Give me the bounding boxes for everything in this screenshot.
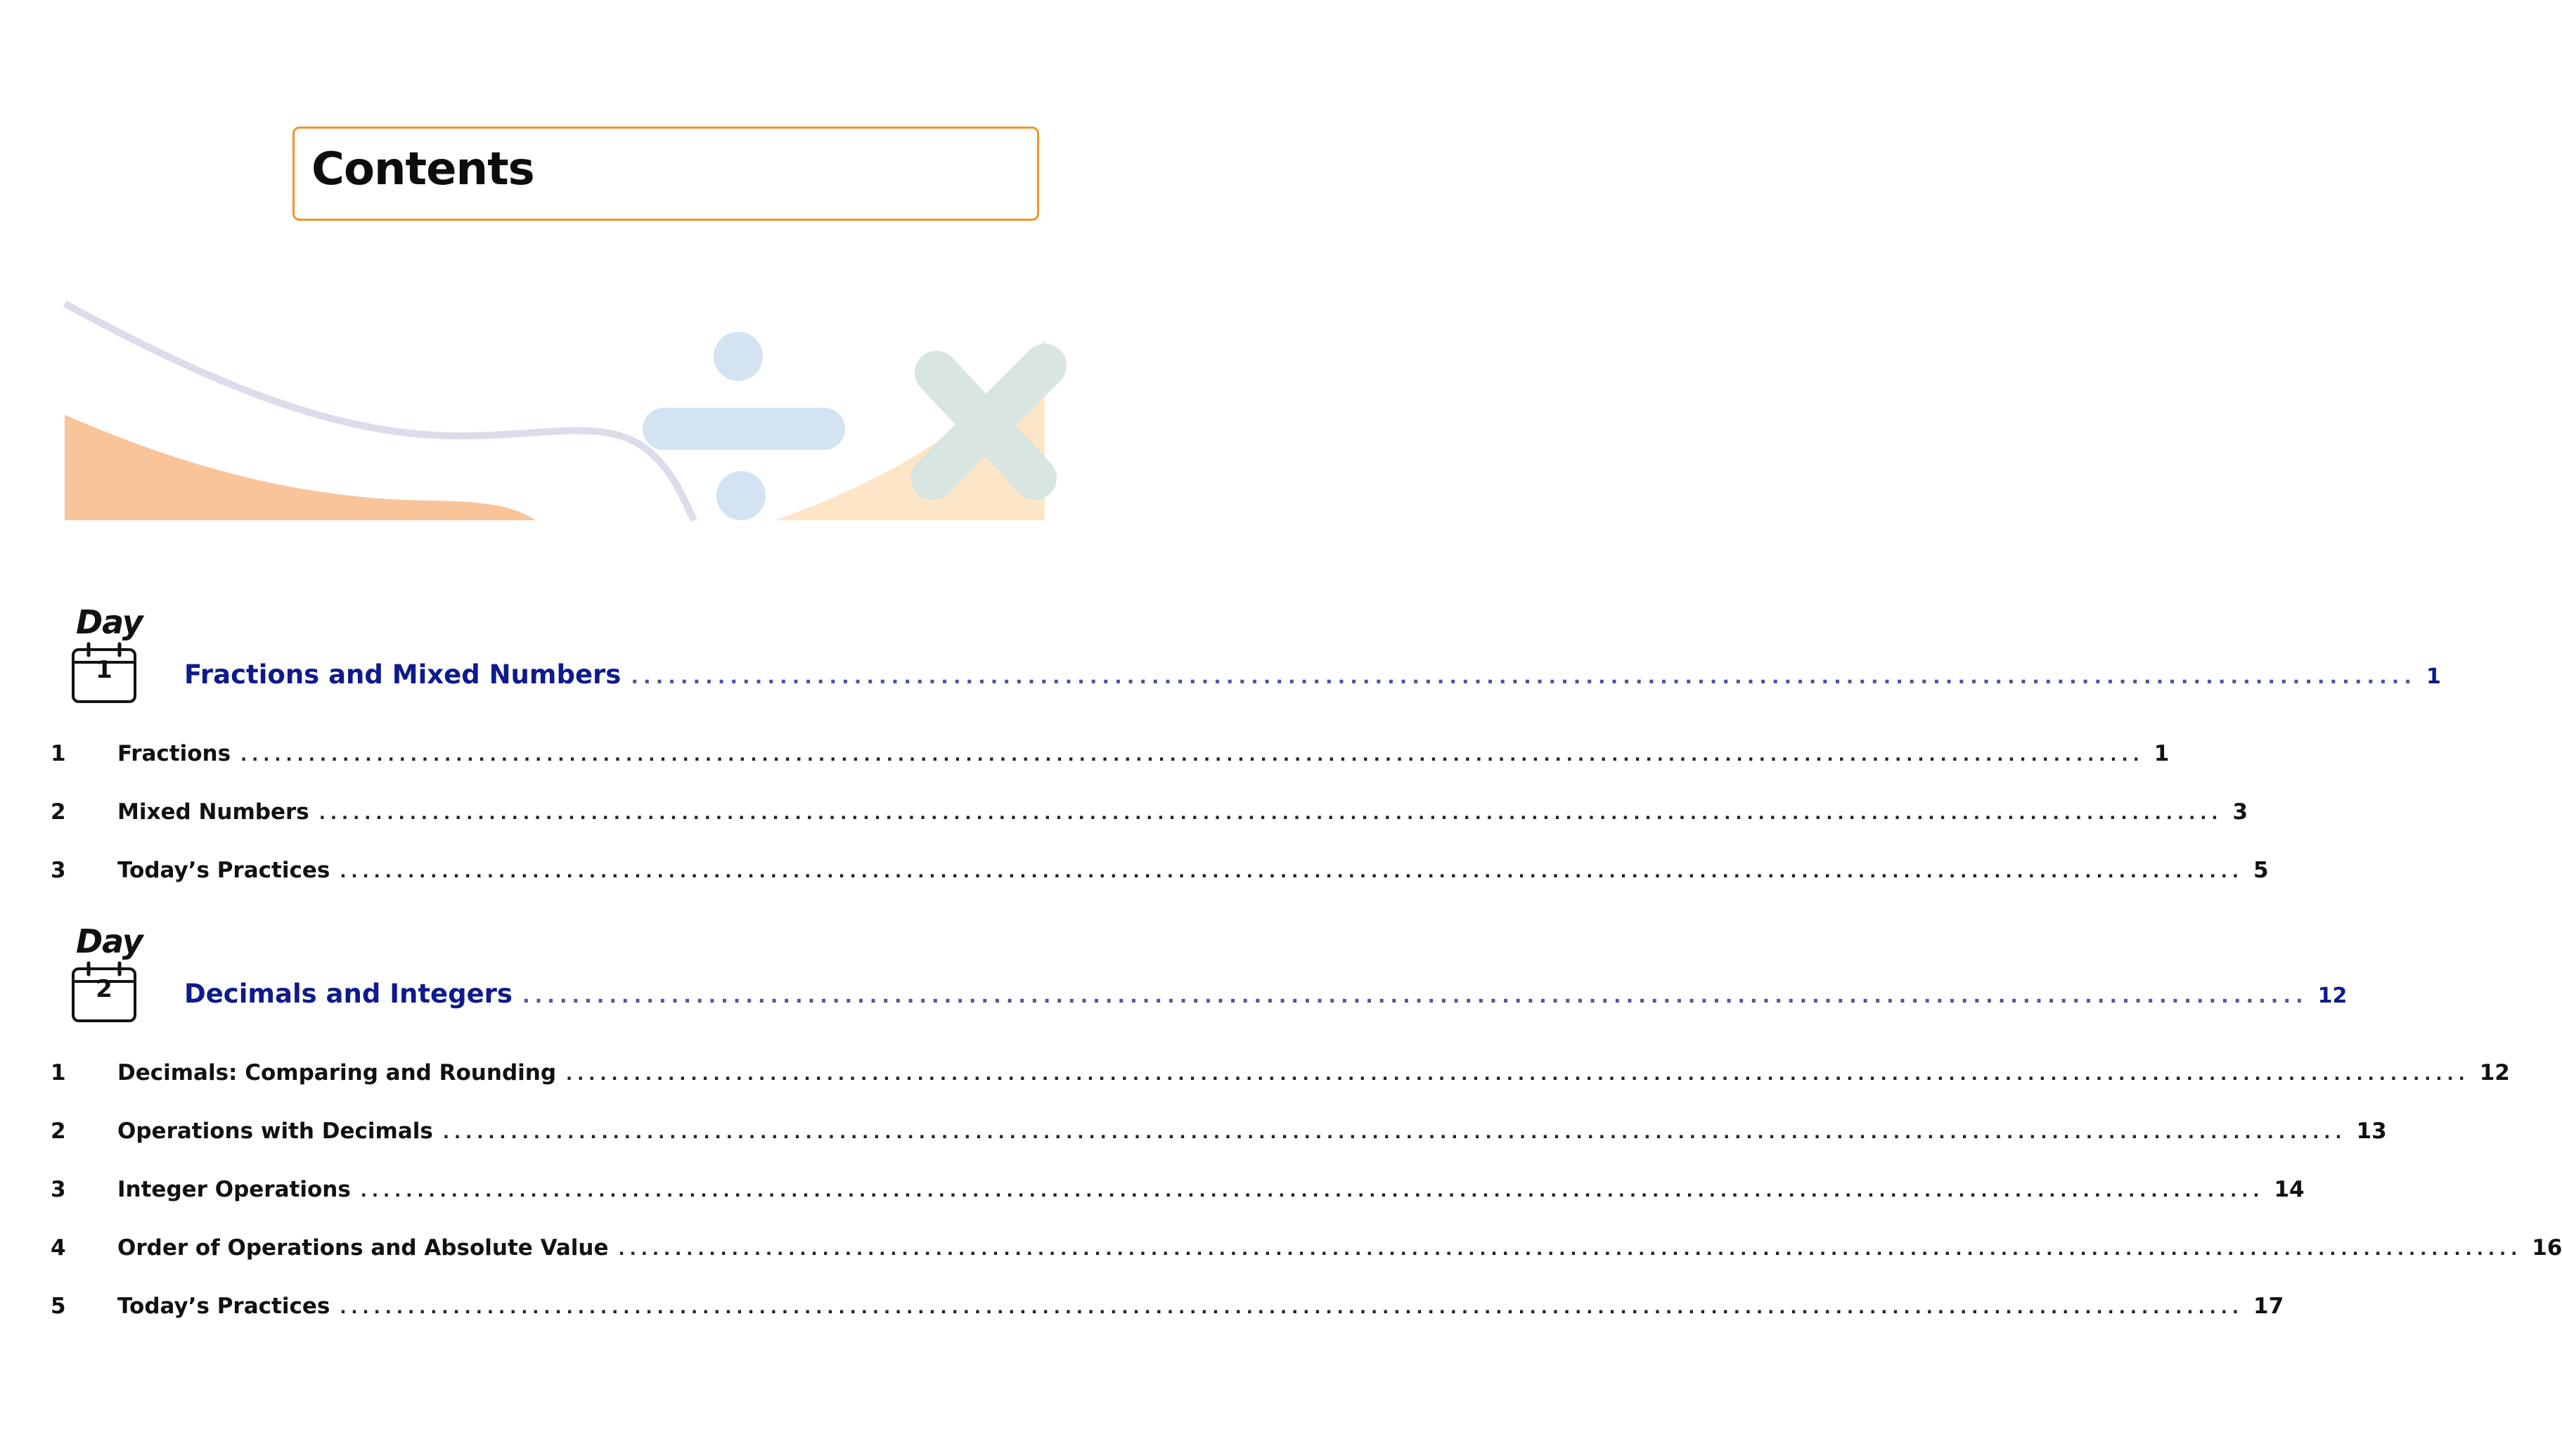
toc-entry[interactable] [117, 1235, 2562, 1261]
dot-leader: ........................................................................................................................................................................ [318, 804, 2223, 823]
contents-title-box [292, 127, 1039, 221]
entry-page-number: 1 [2154, 741, 2170, 766]
chapter-entry-fractions[interactable] [184, 659, 2441, 690]
chapter-page-number: 1 [2426, 664, 2441, 689]
dot-leader: ........................................................................................................................................................................ [360, 1181, 2265, 1201]
entry-page-number: 12 [2479, 1060, 2510, 1085]
item-number: 4 [51, 1235, 66, 1261]
dot-leader: ........................................................................................................................................................................ [442, 1123, 2347, 1142]
entry-title: Order of Operations and Absolute Value [117, 1235, 609, 1261]
chapter-entry-decimals[interactable] [184, 979, 2348, 1009]
chapter-page-number: 12 [2317, 984, 2348, 1008]
item-number: 1 [51, 741, 66, 766]
entry-page-number: 5 [2253, 858, 2269, 883]
chapter-title: Fractions and Mixed Numbers [184, 659, 622, 690]
toc-entry[interactable] [117, 1294, 2284, 1319]
item-number: 3 [51, 1177, 66, 1202]
entry-title: Today’s Practices [117, 858, 330, 883]
item-number: 2 [51, 1119, 66, 1144]
dot-leader: ........................................................................................................................................................................ [340, 1298, 2244, 1318]
toc-entry[interactable] [117, 1060, 2510, 1085]
item-number: 1 [51, 1060, 66, 1085]
entry-page-number: 3 [2232, 799, 2248, 825]
dot-leader: ........................................................................................................................................................................ [340, 862, 2244, 882]
item-number: 3 [51, 858, 66, 883]
toc-entry[interactable] [117, 858, 2269, 883]
day-2-badge [70, 922, 148, 1031]
entry-title: Mixed Numbers [117, 799, 309, 825]
item-number: 2 [51, 799, 66, 825]
toc-entry[interactable] [117, 741, 2170, 766]
entry-title: Fractions [117, 741, 231, 766]
day-label: Day [76, 603, 143, 641]
page-title: Contents [311, 143, 534, 195]
entry-page-number: 13 [2356, 1119, 2387, 1144]
day-number: 1 [96, 656, 112, 684]
day-label: Day [76, 922, 143, 960]
entry-title: Decimals: Comparing and Rounding [117, 1060, 557, 1085]
entry-title: Integer Operations [117, 1177, 351, 1202]
entry-title: Operations with Decimals [117, 1119, 433, 1144]
dot-leader: ................................................................................................................................................ [522, 984, 2308, 1007]
chapter-title: Decimals and Integers [184, 979, 513, 1009]
toc-entry[interactable] [117, 1119, 2387, 1144]
dot-leader: ........................................................................................................................................................................ [618, 1239, 2523, 1259]
day-1-badge [70, 603, 148, 711]
decorative-banner [65, 295, 1045, 520]
divide-icon [643, 332, 845, 520]
entry-title: Today’s Practices [117, 1294, 330, 1319]
dot-leader: ................................................................................................................................................ [631, 665, 2416, 688]
day-number: 2 [96, 975, 112, 1003]
entry-page-number: 17 [2253, 1294, 2284, 1319]
toc-entry[interactable] [117, 1177, 2305, 1202]
entry-page-number: 14 [2274, 1177, 2305, 1202]
dot-leader: ........................................................................................................................................................................ [566, 1064, 2470, 1084]
banner-orange-wave [65, 415, 536, 520]
entry-page-number: 16 [2532, 1235, 2562, 1261]
dot-leader: ........................................................................................................................................................................ [240, 745, 2144, 765]
toc-entry[interactable] [117, 799, 2248, 825]
item-number: 5 [51, 1294, 66, 1319]
